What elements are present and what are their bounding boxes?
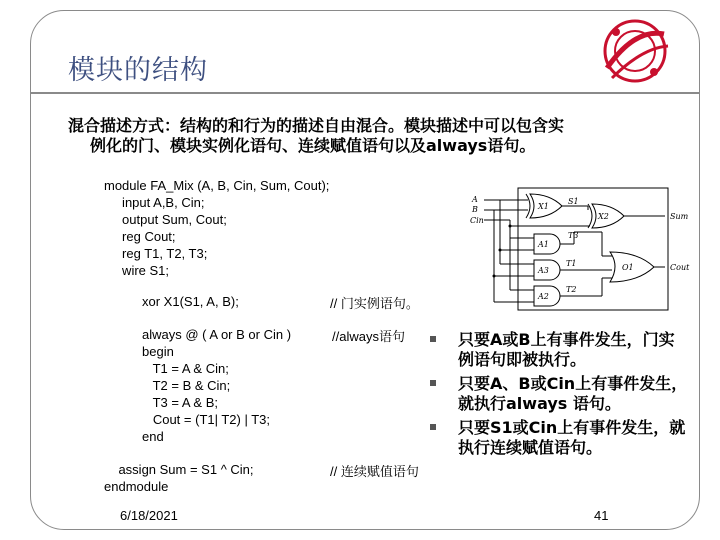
wire-label: T2 bbox=[566, 285, 577, 294]
gate-label: A2 bbox=[538, 292, 549, 301]
comment-xor: // 门实例语句。 bbox=[330, 296, 419, 311]
gate-label: X1 bbox=[538, 202, 549, 211]
full-adder-circuit-diagram bbox=[470, 186, 698, 312]
code-always-block: always @ ( A or B or Cin ) begin T1 = A & Cin; T2 = B & Cin; T3 = A & B; Cout = (T1| T2) | T3; end bbox=[142, 327, 292, 444]
code-module-header: module FA_Mix (A, B, Cin, Sum, Cout); input A,B, Cin; output Sum, Cout; reg Cout; reg T1, T2, T3; wire S1; bbox=[104, 178, 330, 278]
comment-always: //always语句 bbox=[332, 329, 405, 344]
gate-label: A1 bbox=[538, 240, 549, 249]
bullet-marker-icon bbox=[430, 380, 436, 386]
gate-label: A3 bbox=[538, 266, 549, 275]
intro-paragraph bbox=[68, 116, 668, 156]
circuit-input-label: Cin bbox=[470, 216, 484, 225]
circuit-output-label: Cout bbox=[670, 263, 690, 272]
wire-label: T3 bbox=[568, 231, 579, 240]
wire-label: S1 bbox=[568, 197, 579, 206]
intro-line-2: 例化的门、模块实例化语句、连续赋值语句以及always语句。 bbox=[90, 136, 536, 155]
circuit-output-label: Sum bbox=[670, 212, 689, 221]
circuit-input-label: A bbox=[472, 195, 478, 204]
footer-date: 6/18/2021 bbox=[120, 508, 178, 523]
bullet-item: 只要S1或Cin上有事件发生，就执行连续赋值语句。 bbox=[430, 418, 690, 458]
bullet-marker-icon bbox=[430, 424, 436, 430]
slide-title: 模块的结构 bbox=[68, 55, 208, 86]
university-logo-icon bbox=[592, 8, 678, 94]
code-assign-endmodule: assign Sum = S1 ^ Cin; endmodule bbox=[104, 462, 254, 494]
bullet-list bbox=[430, 330, 690, 462]
wire-label: T1 bbox=[566, 259, 577, 268]
bullet-item: 只要A、B或Cin上有事件发生，就执行always 语句。 bbox=[430, 374, 690, 414]
bullet-marker-icon bbox=[430, 336, 436, 342]
page-number: 41 bbox=[594, 508, 609, 523]
code-xor-statement: xor X1(S1, A, B); bbox=[142, 294, 239, 309]
comment-assign: // 连续赋值语句 bbox=[330, 464, 419, 479]
bullet-item: 只要A或B上有事件发生，门实例语句即被执行。 bbox=[430, 330, 690, 370]
circuit-input-label: B bbox=[472, 205, 478, 214]
gate-label: X2 bbox=[598, 212, 609, 221]
gate-label: O1 bbox=[622, 263, 634, 272]
intro-line-1: 混合描述方式：结构的和行为的描述自由混合。模块描述中可以包含实 bbox=[68, 116, 565, 135]
